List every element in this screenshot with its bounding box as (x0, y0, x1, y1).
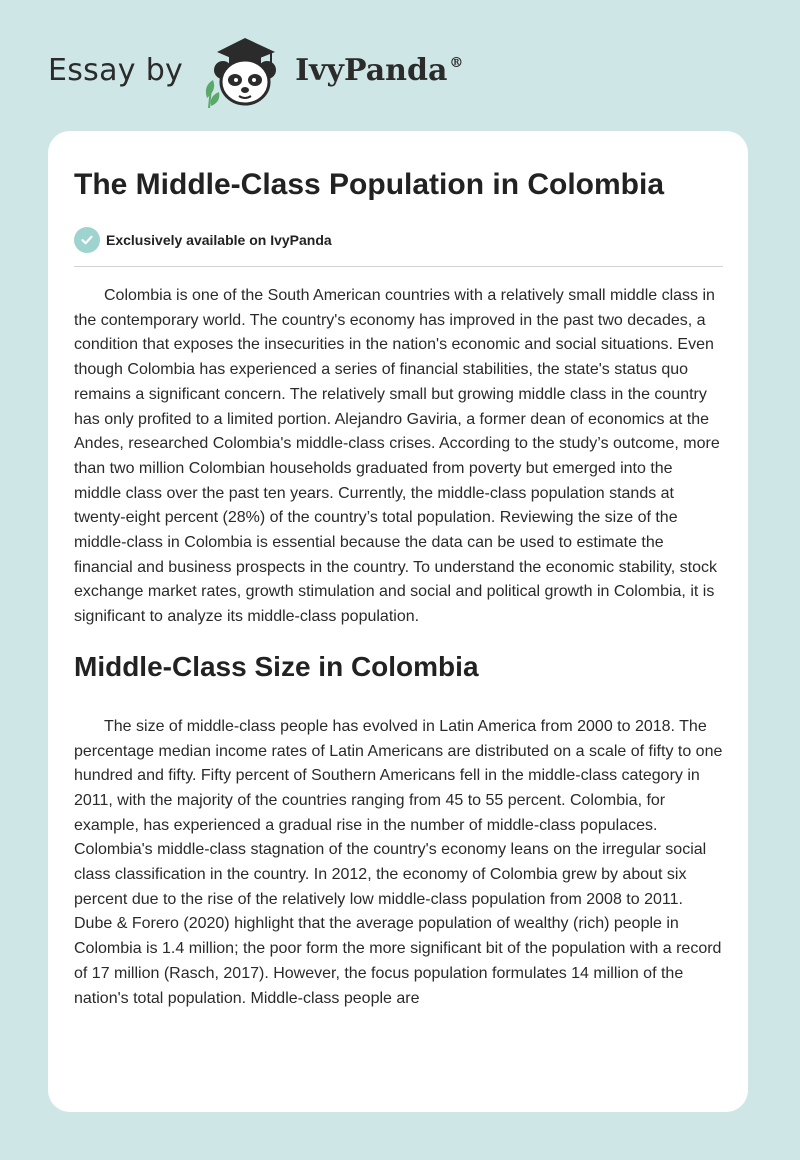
section-heading: Middle-Class Size in Colombia (74, 650, 479, 682)
check-icon (74, 227, 100, 253)
essay-card (48, 131, 748, 1112)
brand-name[interactable] (295, 53, 463, 88)
paragraph-middle-class-size: The size of middle-class people has evolved in Latin America from 2000 to 2018. The percentage median income rates of Latin Americans are distributed on a scale of fifty to one hundred and fifty. Fifty percent of Southern Americans fell in the middle-class category in 2011, with the majority of the countries ranging from 45 to 55 percent. Colombia, for example, has experienced a gradual rise in the number of middle-class populaces. Colombia's middle-class stagnation of the country's economy leans on the irregular social class classification in the country. In 2012, the economy of Colombia grew by about six percent due to the rise of the relatively low middle-class population from 2008 to 2011. Dube & Forero (2020) highlight that the average population of wealthy (rich) people in Colombia is 1.4 million; the poor form the more significant bit of the population with a record of 17 million (Rasch, 2017). However, the focus population formulates 14 million of the nation's total population. Middle-class people are (74, 717, 723, 1007)
panda-graduate-icon[interactable] (199, 30, 291, 110)
essay-content (74, 131, 724, 1011)
divider (74, 266, 723, 267)
page-title: The Middle-Class Population in Colombia (74, 168, 665, 201)
exclusive-label: Exclusively available on IvyPanda (106, 232, 332, 248)
exclusive-badge (74, 226, 724, 254)
essay-by-label: Essay by (48, 52, 184, 88)
site-header (48, 30, 463, 110)
paragraph-intro: Colombia is one of the South American countries with a relatively small middle class in the contemporary world. The country's economy has improved in the past two decades, a condition that exposes the insecurities in the nation's economic and social situations. Even though Colombia has experienced a series of financial stabilities, the state's status quo remains a significant concern. The relatively small but growing middle class in the country has only profited to a limited portion. Alejandro Gaviria, a former dean of economics at the Andes, researched Colombia's middle-class crises. According to the study’s outcome, more than two million Colombian households graduated from poverty but emerged into the middle class over the past ten years. Currently, the middle-class population stands at twenty-eight percent (28%) of the country’s total population. Reviewing the size of the middle-class in Colombia is essential because the data can be used to estimate the financial and business prospects in the country. To understand the economic stability, stock exchange market rates, growth stimulation and social and political growth in Colombia, it is significant to analyze its middle-class population. (74, 287, 720, 626)
registered-mark: ® (449, 54, 464, 71)
brand-text: IvyPanda (295, 52, 448, 88)
